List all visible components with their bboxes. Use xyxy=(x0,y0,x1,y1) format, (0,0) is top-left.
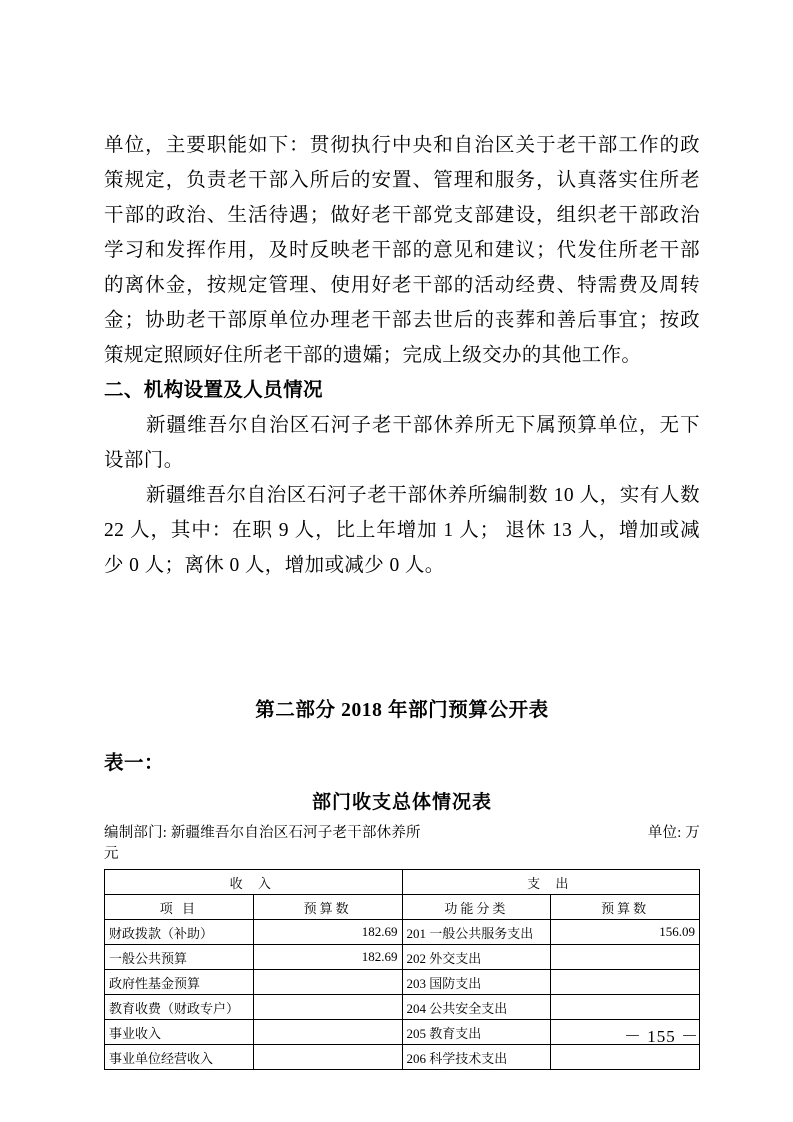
table-row xyxy=(105,1045,700,1070)
cell-function: 206 科学技术支出 xyxy=(402,1045,551,1070)
group-header-income: 收 入 xyxy=(105,870,403,895)
table-row xyxy=(105,920,700,945)
cell-amount: 182.69 xyxy=(253,920,402,945)
cell-function-amount xyxy=(551,995,700,1020)
paragraph-no-subordinate-units: 新疆维吾尔自治区石河子老干部休养所无下属预算单位，无下设部门。 xyxy=(104,415,700,471)
column-header-budget-amount: 预算数 xyxy=(253,895,402,920)
budget-summary-table xyxy=(104,869,700,1070)
cell-amount: 182.69 xyxy=(253,945,402,970)
cell-function-amount xyxy=(551,1045,700,1070)
cell-function: 205 教育支出 xyxy=(402,1020,551,1045)
table-label: 表一： xyxy=(104,753,165,774)
cell-amount xyxy=(253,995,402,1020)
cell-amount xyxy=(253,970,402,995)
cell-item: 政府性基金预算 xyxy=(105,970,254,995)
cell-function-amount xyxy=(551,970,700,995)
cell-item: 一般公共预算 xyxy=(105,945,254,970)
table-meta-unit-wrap: 元 xyxy=(104,846,119,862)
paragraph-staffing: 新疆维吾尔自治区石河子老干部休养所编制数 10 人，实有人数 22 人，其中：在职 9 人，比上年增加 1 人； 退休 13 人，增加或减少 0 人；离休 0 人，增加或减少 0 人。 xyxy=(104,485,700,576)
table-row xyxy=(105,1020,700,1045)
group-header-expenditure: 支 出 xyxy=(402,870,700,895)
column-header-item: 项 目 xyxy=(105,895,254,920)
column-header-function-class: 功能分类 xyxy=(402,895,551,920)
cell-function: 201 一般公共服务支出 xyxy=(402,920,551,945)
cell-function-amount: 156.09 xyxy=(551,920,700,945)
column-header-budget-amount-2: 预算数 xyxy=(551,895,700,920)
table-column-header-row xyxy=(105,895,700,920)
table-row xyxy=(105,970,700,995)
cell-function: 202 外交支出 xyxy=(402,945,551,970)
section-heading-two: 二、机构设置及人员情况 xyxy=(104,380,323,401)
cell-item: 教育收费（财政专户） xyxy=(105,995,254,1020)
page-content xyxy=(104,128,700,1070)
cell-amount xyxy=(253,1020,402,1045)
page-number: － 155 － xyxy=(624,1027,699,1046)
cell-item: 事业单位经营收入 xyxy=(105,1045,254,1070)
table-title: 部门收支总体情况表 xyxy=(311,792,492,813)
cell-function-amount xyxy=(551,945,700,970)
table-meta-unit: 单位: 万 xyxy=(647,825,700,841)
paragraph-functions: 单位，主要职能如下：贯彻执行中央和自治区关于老干部工作的政策规定，负责老干部入所后的安置、管理和服务，认真落实住所老干部的政治、生活待遇；做好老干部党支部建设，组织老干部政治学习和发挥作用，及时反映老干部的意见和建议；代发住所老干部的离休金，按规定管理、使用好老干部的活动经费、特需费及周转金；协助老干部原单位办理老干部去世后的丧葬和善后事宜；按政策规定照顾好住所老干部的遗孀；完成上级交办的其他工作。 xyxy=(104,135,700,366)
cell-amount xyxy=(253,1045,402,1070)
table-row xyxy=(105,945,700,970)
table-meta-department: 编制部门: 新疆维吾尔自治区石河子老干部休养所 xyxy=(104,825,421,841)
table-row xyxy=(105,995,700,1020)
table-meta xyxy=(104,823,700,865)
section-spacer xyxy=(104,583,700,695)
cell-item: 事业收入 xyxy=(105,1020,254,1045)
part-two-title: 第二部分 2018 年部门预算公开表 xyxy=(255,700,549,721)
cell-function: 203 国防支出 xyxy=(402,970,551,995)
table-group-header-row xyxy=(105,870,700,895)
cell-item: 财政拨款（补助） xyxy=(105,920,254,945)
cell-function: 204 公共安全支出 xyxy=(402,995,551,1020)
